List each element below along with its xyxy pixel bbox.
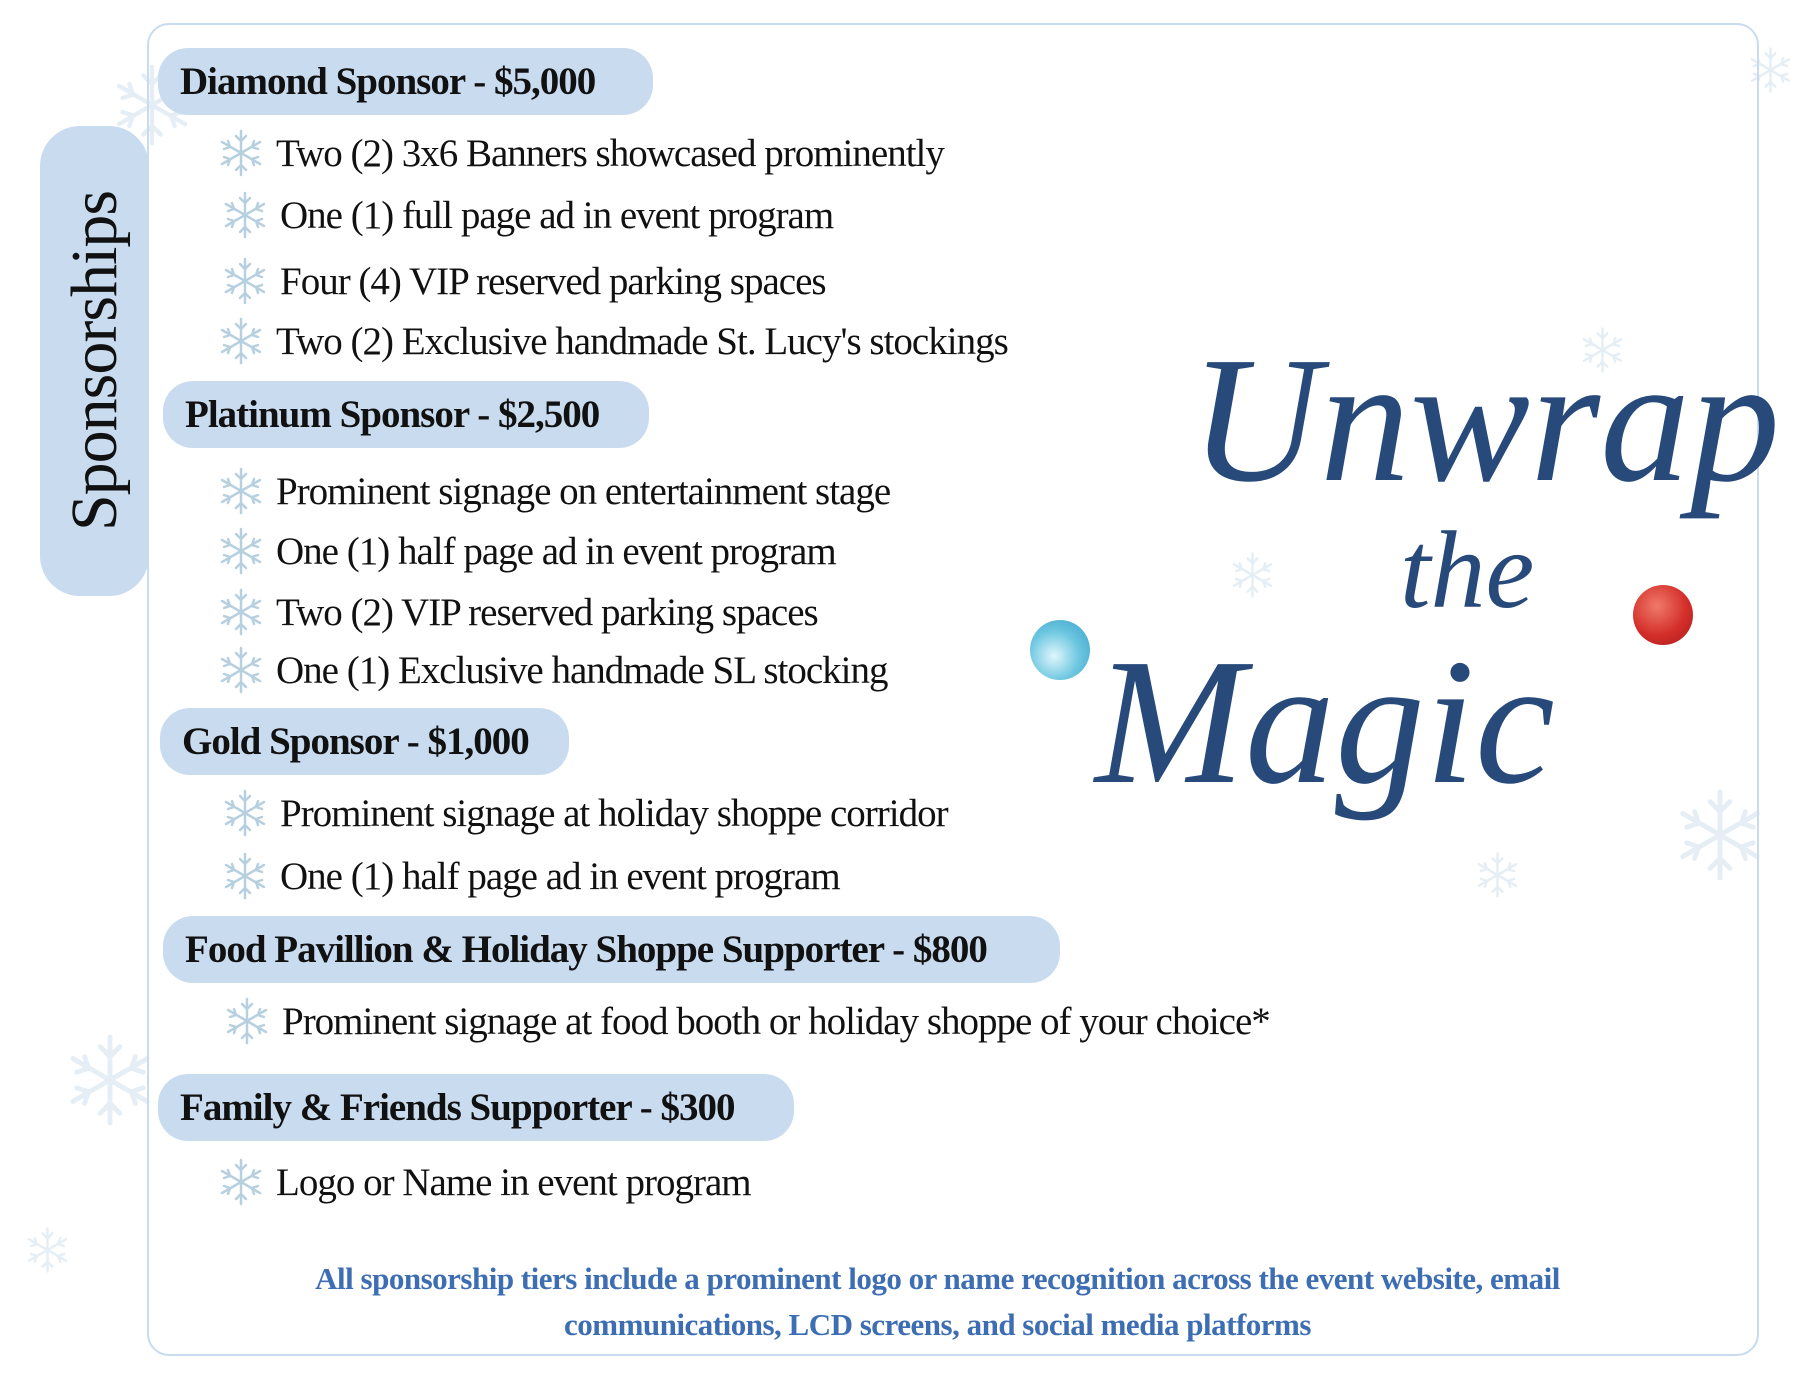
benefit-item xyxy=(224,996,1270,1046)
tier-header: Diamond Sponsor - $5,000 xyxy=(158,48,653,115)
benefit-text: Prominent signage at food booth or holiday shoppe of your choice* xyxy=(282,999,1270,1043)
snowflake-bullet-icon xyxy=(218,1157,264,1207)
benefit-text: One (1) full page ad in event program xyxy=(280,193,834,237)
tier-header: Gold Sponsor - $1,000 xyxy=(160,708,569,775)
snowflake-bullet-icon xyxy=(218,466,264,516)
side-label: Sponsorships xyxy=(57,190,131,532)
snowflake-decoration-icon xyxy=(65,1030,155,1130)
benefit-text: Logo or Name in event program xyxy=(276,1160,751,1204)
benefit-item xyxy=(218,466,890,516)
footer-line-2: communications, LCD screens, and social media platforms xyxy=(564,1307,1311,1342)
benefit-item xyxy=(222,851,840,901)
footer-line-1: All sponsorship tiers include a prominent logo or name recognition across the event website, email xyxy=(315,1261,1560,1296)
benefit-item xyxy=(218,645,887,695)
snowflake-bullet-icon xyxy=(218,128,264,178)
logo-the: the xyxy=(1400,509,1535,631)
benefit-text: Two (2) Exclusive handmade St. Lucy's stockings xyxy=(276,319,1008,363)
snowflake-bullet-icon xyxy=(222,190,268,240)
benefit-text: One (1) Exclusive handmade SL stocking xyxy=(276,648,888,692)
snowflake-bullet-icon xyxy=(224,996,270,1046)
snowflake-bullet-icon xyxy=(222,851,268,901)
snowflake-bullet-icon xyxy=(218,587,264,637)
benefit-text: Two (2) VIP reserved parking spaces xyxy=(276,590,818,634)
snowflake-bullet-icon xyxy=(218,645,264,695)
logo-unwrap: Unwrap xyxy=(1190,320,1781,519)
benefit-item xyxy=(218,316,1008,366)
snowflake-decoration-icon xyxy=(25,1225,70,1275)
benefit-item xyxy=(222,190,833,240)
benefit-item xyxy=(222,788,948,838)
benefit-item xyxy=(218,1157,751,1207)
logo-magic: Magic xyxy=(1095,622,1555,821)
benefit-text: One (1) half page ad in event program xyxy=(276,529,836,573)
blue-ornament-icon xyxy=(1030,620,1090,680)
benefit-item xyxy=(218,128,944,178)
benefit-text: One (1) half page ad in event program xyxy=(280,854,840,898)
tier-header: Family & Friends Supporter - $300 xyxy=(158,1074,794,1141)
benefit-text: Prominent signage at holiday shoppe corridor xyxy=(280,791,948,835)
sponsorships-side-tab xyxy=(40,126,149,596)
tier-header: Platinum Sponsor - $2,500 xyxy=(163,381,649,448)
benefit-item xyxy=(218,526,836,576)
tier-header: Food Pavillion & Holiday Shoppe Supporter - $800 xyxy=(163,916,1060,983)
snowflake-bullet-icon xyxy=(218,526,264,576)
snowflake-bullet-icon xyxy=(222,788,268,838)
benefit-text: Prominent signage on entertainment stage xyxy=(276,469,891,513)
snowflake-bullet-icon xyxy=(222,256,268,306)
footer-note xyxy=(200,1256,1675,1348)
benefit-item xyxy=(222,256,826,306)
benefit-item xyxy=(218,587,818,637)
red-ornament-icon xyxy=(1633,585,1693,645)
benefit-text: Four (4) VIP reserved parking spaces xyxy=(280,259,826,303)
benefit-text: Two (2) 3x6 Banners showcased prominently xyxy=(276,131,944,175)
snowflake-bullet-icon xyxy=(218,316,264,366)
